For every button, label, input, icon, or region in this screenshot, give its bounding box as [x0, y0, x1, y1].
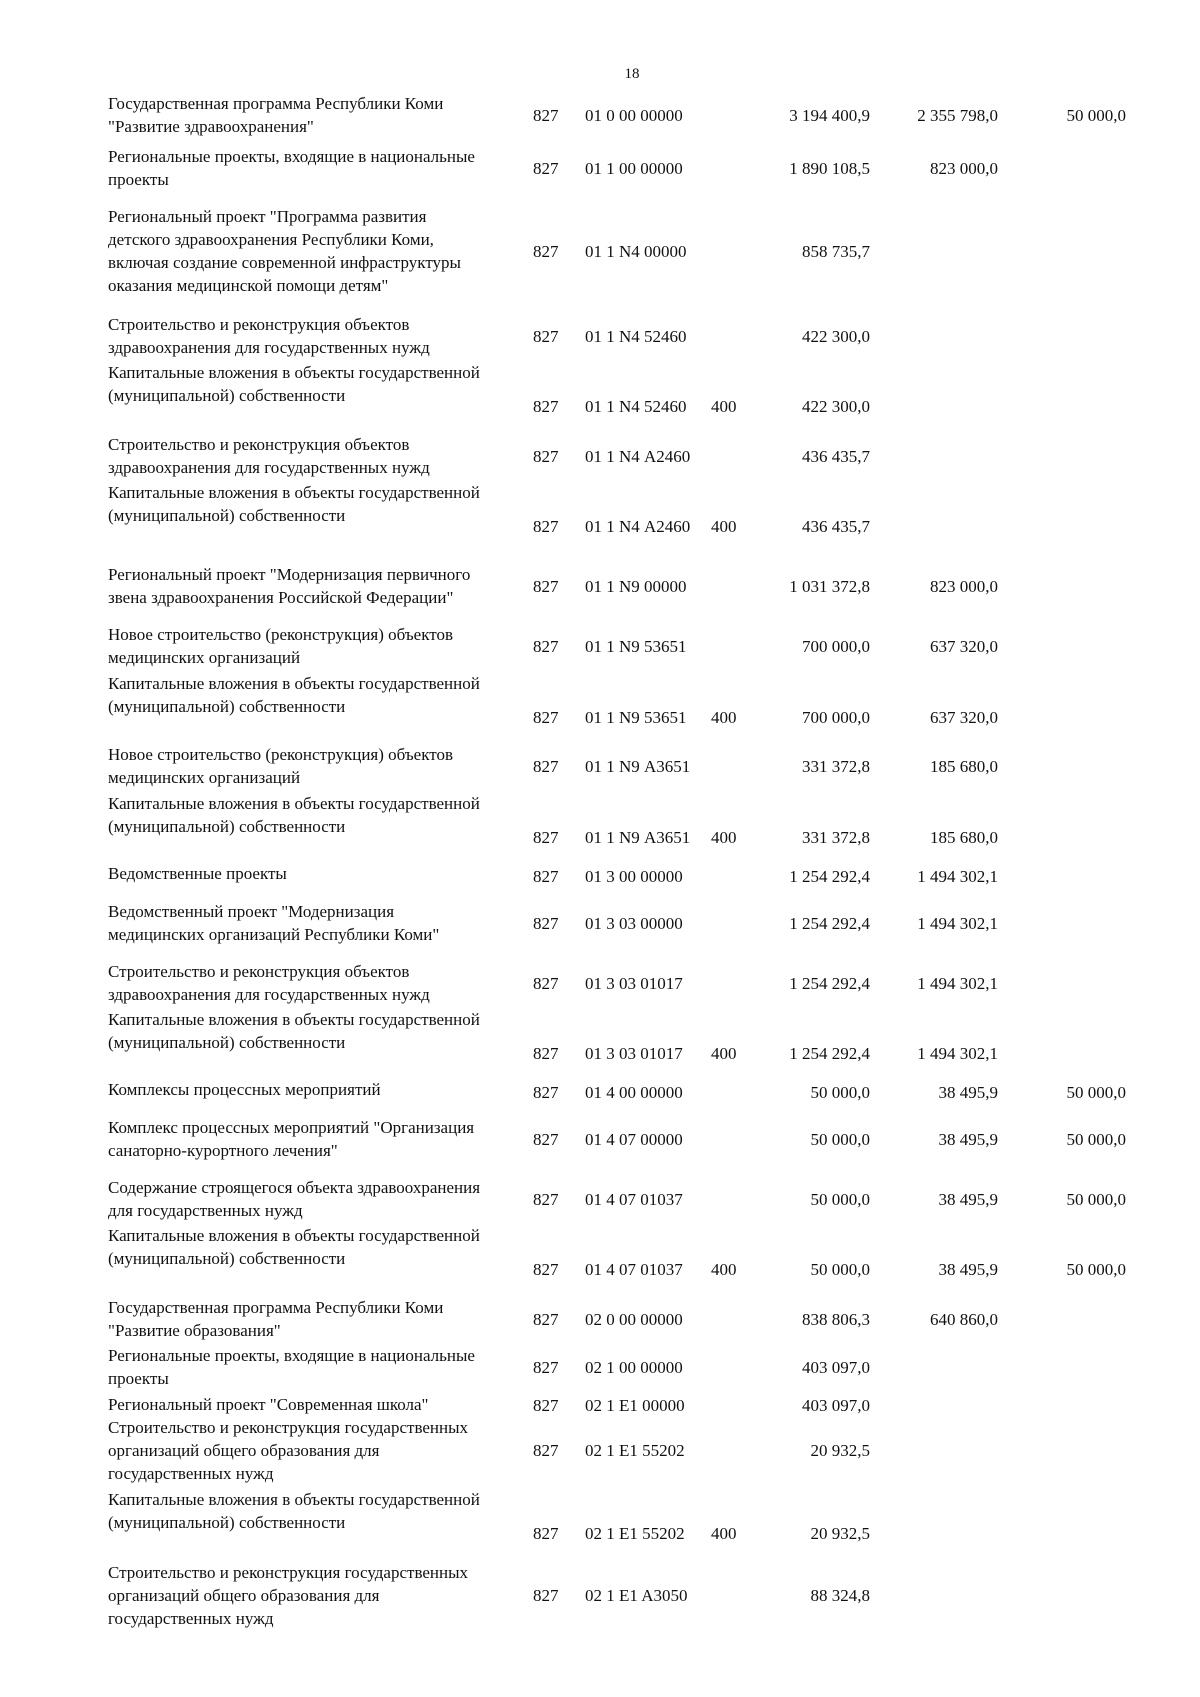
- amount-year-2: [886, 361, 998, 430]
- grbs-code: 827: [533, 1260, 559, 1279]
- amount-year-1: 50 000,0: [810, 1189, 870, 1209]
- expense-type-code: [711, 205, 741, 297]
- target-article-code: 02 1 00 00000: [585, 1357, 683, 1377]
- row-name: Новое строительство (реконструкция) объектов медицинских организаций: [108, 745, 453, 787]
- grbs-code: 827: [533, 1044, 559, 1063]
- amount-year-2: [886, 1344, 998, 1390]
- expense-type-code: [711, 623, 741, 669]
- table-row: [0, 1393, 1200, 1418]
- amount-year-1: 1 254 292,4: [789, 1044, 870, 1063]
- row-name: Капитальные вложения в объекты государственной (муниципальной) собственности: [108, 363, 480, 405]
- table-row: [0, 1296, 1200, 1342]
- table-row: [0, 145, 1200, 191]
- row-name: Содержание строящегося объекта здравоохранения для государственных нужд: [108, 1178, 481, 1220]
- amount-year-3: 50 000,0: [1066, 1129, 1126, 1149]
- amount-year-3: [1014, 1344, 1126, 1390]
- amount-year-2: 38 495,9: [938, 1260, 998, 1279]
- target-article-code: 01 3 03 01017: [585, 973, 683, 993]
- amount-year-3: [1014, 433, 1126, 479]
- amount-year-2: 185 680,0: [930, 828, 998, 847]
- row-name: Новое строительство (реконструкция) объектов медицинских организаций: [108, 625, 453, 667]
- grbs-code: 827: [533, 1357, 559, 1377]
- amount-year-3: [1014, 563, 1126, 609]
- amount-year-2: [886, 1393, 998, 1418]
- target-article-code: 01 1 N4 52460: [585, 326, 687, 346]
- amount-year-2: [886, 313, 998, 359]
- amount-year-3: [1014, 672, 1126, 741]
- grbs-code: 827: [533, 397, 559, 416]
- expense-type-code: 400: [711, 1524, 737, 1543]
- amount-year-1: 20 932,5: [810, 1524, 870, 1543]
- table-row: [0, 960, 1200, 1006]
- amount-year-3: [1014, 361, 1126, 430]
- target-article-code: 02 1 E1 00000: [585, 1396, 685, 1415]
- amount-year-2: [886, 1488, 998, 1557]
- table-row: [0, 1561, 1200, 1630]
- amount-year-3: [1014, 792, 1126, 861]
- row-name: Государственная программа Республики Коми "Развитие здравоохранения": [108, 94, 444, 136]
- row-name: Капитальные вложения в объекты государственной (муниципальной) собственности: [108, 1226, 480, 1268]
- amount-year-1: 3 194 400,9: [789, 105, 870, 125]
- expense-type-code: [711, 1416, 741, 1485]
- row-name: Региональный проект "Программа развития детского здравоохранения Республики Коми, включая создание современной инфраструктуры оказания медицинской помощи детям": [108, 207, 461, 295]
- amount-year-2: 637 320,0: [930, 636, 998, 656]
- target-article-code: 01 1 N9 00000: [585, 576, 687, 596]
- target-article-code: 01 3 00 00000: [585, 866, 683, 886]
- grbs-code: 827: [533, 517, 559, 536]
- amount-year-3: [1014, 145, 1126, 191]
- table-row: [0, 1078, 1200, 1106]
- expense-type-code: 400: [711, 397, 737, 416]
- grbs-code: 827: [533, 1441, 559, 1460]
- expense-type-code: [711, 1078, 741, 1106]
- table-row: [0, 792, 1200, 861]
- row-name: Ведомственный проект "Модернизация медицинских организаций Республики Коми": [108, 902, 440, 944]
- row-name: Региональный проект "Модернизация первичного звена здравоохранения Российской Федерации": [108, 565, 471, 607]
- target-article-code: 01 1 N4 А2460: [585, 517, 691, 536]
- row-name: Ведомственные проекты: [108, 864, 287, 883]
- row-name: Строительство и реконструкция объектов здравоохранения для государственных нужд: [108, 962, 430, 1004]
- table-row: [0, 481, 1200, 550]
- target-article-code: 02 0 00 00000: [585, 1309, 683, 1329]
- amount-year-2: 38 495,9: [938, 1129, 998, 1149]
- amount-year-1: 88 324,8: [810, 1586, 870, 1605]
- expense-type-code: [711, 145, 741, 191]
- amount-year-3: [1014, 862, 1126, 890]
- expense-type-code: [711, 313, 741, 359]
- expense-type-code: 400: [711, 828, 737, 847]
- expense-type-code: [711, 743, 741, 789]
- expense-type-code: 400: [711, 517, 737, 536]
- amount-year-1: 1 031 372,8: [789, 576, 870, 596]
- target-article-code: 01 4 07 00000: [585, 1129, 683, 1149]
- expense-type-code: [711, 433, 741, 479]
- target-article-code: 01 1 N4 52460: [585, 397, 687, 416]
- amount-year-2: 38 495,9: [938, 1082, 998, 1102]
- page-number: 18: [624, 66, 640, 82]
- target-article-code: 01 4 07 01037: [585, 1189, 683, 1209]
- table-row: [0, 92, 1200, 138]
- table-row: [0, 313, 1200, 359]
- amount-year-2: 640 860,0: [930, 1309, 998, 1329]
- amount-year-3: [1014, 1561, 1126, 1630]
- table-row: [0, 205, 1200, 297]
- amount-year-1: 331 372,8: [802, 828, 870, 847]
- grbs-code: 827: [533, 756, 559, 776]
- amount-year-1: 1 890 108,5: [789, 158, 870, 178]
- grbs-code: 827: [533, 1082, 559, 1102]
- grbs-code: 827: [533, 1396, 559, 1415]
- row-name: Государственная программа Республики Коми "Развитие образования": [108, 1298, 444, 1340]
- amount-year-3: [1014, 313, 1126, 359]
- amount-year-2: [886, 1561, 998, 1630]
- grbs-code: 827: [533, 636, 559, 656]
- expense-type-code: [711, 900, 741, 946]
- target-article-code: 01 1 N9 А3651: [585, 828, 691, 847]
- amount-year-1: 1 254 292,4: [789, 913, 870, 933]
- expense-type-code: [711, 1116, 741, 1162]
- amount-year-1: 700 000,0: [802, 708, 870, 727]
- grbs-code: 827: [533, 1586, 559, 1605]
- expense-type-code: [711, 1561, 741, 1630]
- target-article-code: 01 4 00 00000: [585, 1082, 683, 1102]
- amount-year-2: 823 000,0: [930, 576, 998, 596]
- expense-type-code: [711, 960, 741, 1006]
- amount-year-3: [1014, 1296, 1126, 1342]
- amount-year-3: 50 000,0: [1066, 1082, 1126, 1102]
- amount-year-3: [1014, 960, 1126, 1006]
- target-article-code: 01 4 07 01037: [585, 1260, 683, 1279]
- amount-year-3: [1014, 623, 1126, 669]
- table-row: [0, 433, 1200, 479]
- target-article-code: 02 1 E1 A3050: [585, 1586, 688, 1605]
- table-row: [0, 1176, 1200, 1222]
- table-row: [0, 1224, 1200, 1293]
- table-row: [0, 1116, 1200, 1162]
- target-article-code: 01 1 N9 53651: [585, 636, 687, 656]
- amount-year-2: 2 355 798,0: [917, 105, 998, 125]
- amount-year-2: [886, 433, 998, 479]
- target-article-code: 01 1 N9 А3651: [585, 756, 691, 776]
- amount-year-3: [1014, 900, 1126, 946]
- row-name: Региональный проект "Современная школа": [108, 1395, 429, 1414]
- amount-year-1: 50 000,0: [810, 1260, 870, 1279]
- target-article-code: 01 1 N4 А2460: [585, 446, 691, 466]
- grbs-code: 827: [533, 326, 559, 346]
- amount-year-1: 403 097,0: [802, 1357, 870, 1377]
- amount-year-2: 38 495,9: [938, 1189, 998, 1209]
- amount-year-2: [886, 481, 998, 550]
- amount-year-2: 1 494 302,1: [917, 973, 998, 993]
- grbs-code: 827: [533, 1189, 559, 1209]
- grbs-code: 827: [533, 105, 559, 125]
- table-row: [0, 1416, 1200, 1485]
- row-name: Строительство и реконструкция государственных организаций общего образования для государственных нужд: [108, 1418, 469, 1483]
- amount-year-3: [1014, 1416, 1126, 1485]
- amount-year-2: [886, 1416, 998, 1485]
- grbs-code: 827: [533, 446, 559, 466]
- table-row: [0, 623, 1200, 669]
- amount-year-1: 331 372,8: [802, 756, 870, 776]
- row-name: Капитальные вложения в объекты государственной (муниципальной) собственности: [108, 674, 480, 716]
- table-row: [0, 1008, 1200, 1077]
- amount-year-1: 20 932,5: [810, 1441, 870, 1460]
- row-name: Комплексы процессных мероприятий: [108, 1080, 381, 1099]
- table-row: [0, 1488, 1200, 1557]
- amount-year-3: [1014, 205, 1126, 297]
- amount-year-3: [1014, 1393, 1126, 1418]
- expense-type-code: [711, 92, 741, 138]
- amount-year-1: 403 097,0: [802, 1396, 870, 1415]
- amount-year-1: 1 254 292,4: [789, 973, 870, 993]
- row-name: Капитальные вложения в объекты государственной (муниципальной) собственности: [108, 1010, 480, 1052]
- amount-year-2: 185 680,0: [930, 756, 998, 776]
- table-row: [0, 743, 1200, 789]
- target-article-code: 01 3 03 00000: [585, 913, 683, 933]
- target-article-code: 02 1 E1 55202: [585, 1441, 685, 1460]
- expense-type-code: 400: [711, 1044, 737, 1063]
- expense-type-code: [711, 862, 741, 890]
- target-article-code: 01 1 N9 53651: [585, 708, 687, 727]
- table-row: [0, 563, 1200, 609]
- amount-year-3: 50 000,0: [1066, 1260, 1126, 1279]
- amount-year-3: [1014, 1008, 1126, 1077]
- target-article-code: 01 0 00 00000: [585, 105, 683, 125]
- amount-year-1: 1 254 292,4: [789, 866, 870, 886]
- row-name: Комплекс процессных мероприятий "Организация санаторно-курортного лечения": [108, 1118, 475, 1160]
- amount-year-3: 50 000,0: [1066, 105, 1126, 125]
- row-name: Региональные проекты, входящие в национальные проекты: [108, 147, 475, 189]
- row-name: Капитальные вложения в объекты государственной (муниципальной) собственности: [108, 794, 480, 836]
- amount-year-2: 823 000,0: [930, 158, 998, 178]
- amount-year-3: [1014, 743, 1126, 789]
- table-row: [0, 672, 1200, 741]
- expense-type-code: [711, 1393, 741, 1418]
- amount-year-1: 858 735,7: [802, 241, 870, 261]
- grbs-code: 827: [533, 241, 559, 261]
- row-name: Капитальные вложения в объекты государственной (муниципальной) собственности: [108, 1490, 480, 1532]
- grbs-code: 827: [533, 913, 559, 933]
- row-name: Региональные проекты, входящие в национальные проекты: [108, 1346, 475, 1388]
- amount-year-2: 1 494 302,1: [917, 913, 998, 933]
- grbs-code: 827: [533, 866, 559, 886]
- amount-year-1: 700 000,0: [802, 636, 870, 656]
- row-name: Строительство и реконструкция объектов здравоохранения для государственных нужд: [108, 435, 430, 477]
- row-name: Капитальные вложения в объекты государственной (муниципальной) собственности: [108, 483, 480, 525]
- grbs-code: 827: [533, 973, 559, 993]
- amount-year-2: 1 494 302,1: [917, 1044, 998, 1063]
- expense-type-code: [711, 563, 741, 609]
- grbs-code: 827: [533, 576, 559, 596]
- amount-year-3: [1014, 481, 1126, 550]
- target-article-code: 01 1 N4 00000: [585, 241, 687, 261]
- target-article-code: 02 1 E1 55202: [585, 1524, 685, 1543]
- amount-year-1: 422 300,0: [802, 326, 870, 346]
- table-row: [0, 361, 1200, 430]
- expense-type-code: 400: [711, 1260, 737, 1279]
- amount-year-1: 436 435,7: [802, 517, 870, 536]
- amount-year-2: 637 320,0: [930, 708, 998, 727]
- expense-type-code: [711, 1176, 741, 1222]
- amount-year-3: [1014, 1488, 1126, 1557]
- grbs-code: 827: [533, 1129, 559, 1149]
- expense-type-code: [711, 1344, 741, 1390]
- expense-type-code: 400: [711, 708, 737, 727]
- amount-year-1: 50 000,0: [810, 1129, 870, 1149]
- grbs-code: 827: [533, 708, 559, 727]
- table-row: [0, 900, 1200, 946]
- amount-year-1: 50 000,0: [810, 1082, 870, 1102]
- amount-year-3: 50 000,0: [1066, 1189, 1126, 1209]
- target-article-code: 01 1 00 00000: [585, 158, 683, 178]
- amount-year-1: 436 435,7: [802, 446, 870, 466]
- grbs-code: 827: [533, 1309, 559, 1329]
- row-name: Строительство и реконструкция государственных организаций общего образования для государственных нужд: [108, 1563, 469, 1628]
- row-name: Строительство и реконструкция объектов здравоохранения для государственных нужд: [108, 315, 430, 357]
- amount-year-2: 1 494 302,1: [917, 866, 998, 886]
- amount-year-1: 422 300,0: [802, 397, 870, 416]
- expense-type-code: [711, 1296, 741, 1342]
- table-row: [0, 862, 1200, 890]
- grbs-code: 827: [533, 158, 559, 178]
- grbs-code: 827: [533, 828, 559, 847]
- target-article-code: 01 3 03 01017: [585, 1044, 683, 1063]
- amount-year-2: [886, 205, 998, 297]
- grbs-code: 827: [533, 1524, 559, 1543]
- table-row: [0, 1344, 1200, 1390]
- amount-year-1: 838 806,3: [802, 1309, 870, 1329]
